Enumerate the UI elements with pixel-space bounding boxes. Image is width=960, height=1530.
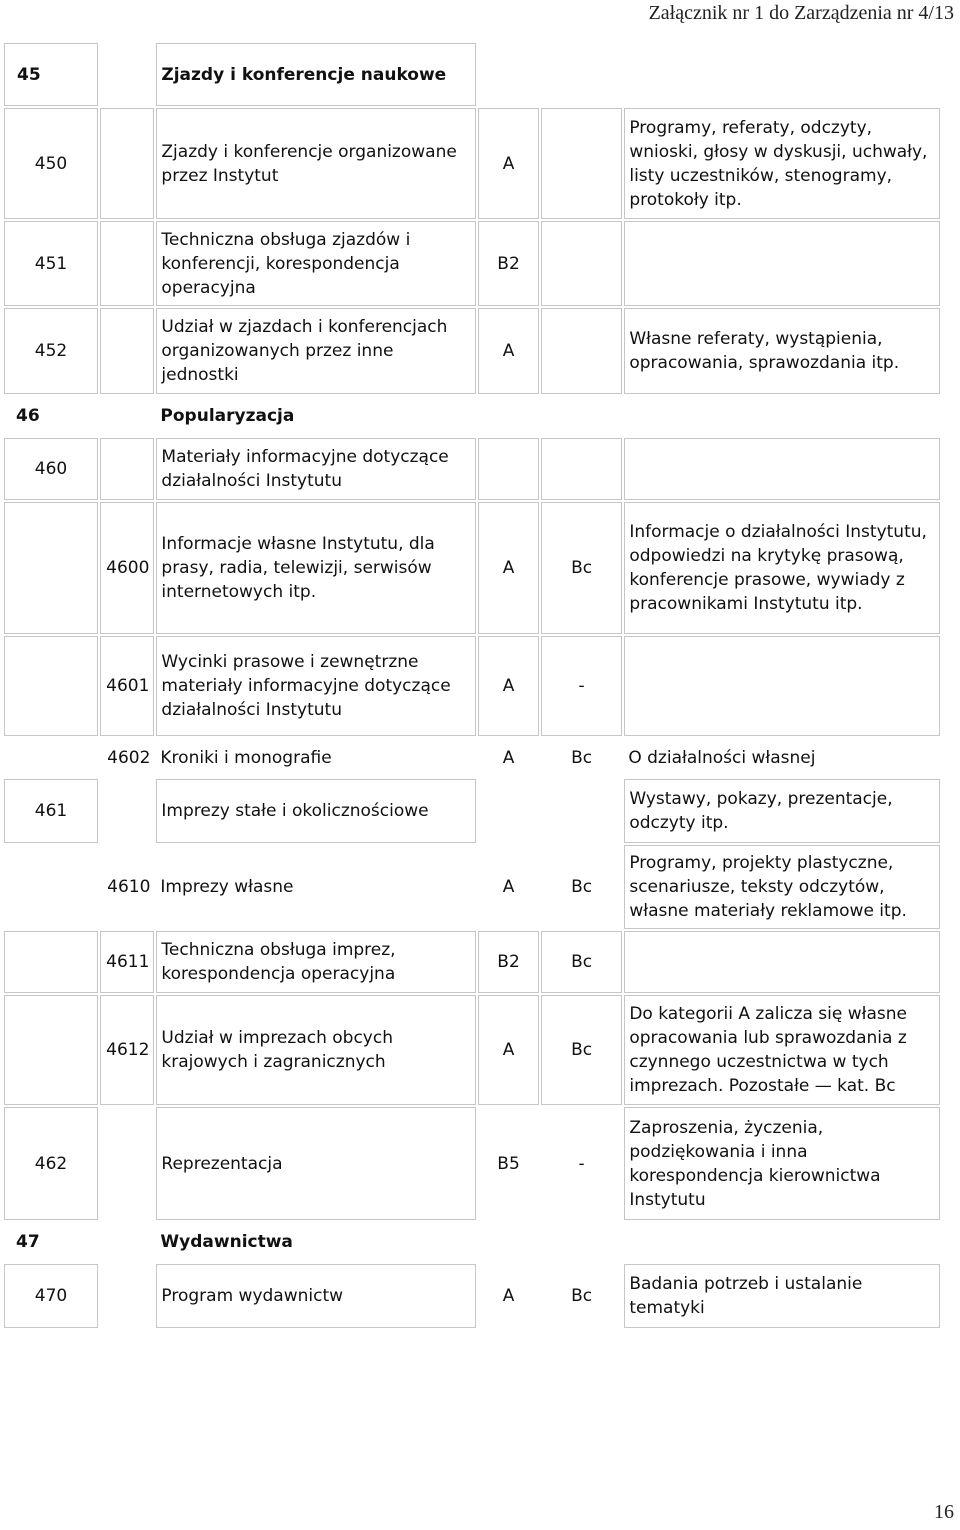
table-row <box>4 779 940 843</box>
row-code: 460 <box>4 438 98 500</box>
row-subcode <box>100 1107 154 1220</box>
row-category: B5 <box>497 1153 520 1174</box>
row-subcode <box>100 1222 154 1262</box>
row-name: Techniczna obsługa zjazdów i konferencji, korespondencja operacyjna <box>156 221 476 306</box>
row-category-alt: - <box>541 636 623 736</box>
row-category-alt: Bc <box>571 1286 593 1306</box>
row-category: B2 <box>478 221 539 306</box>
row-subcode <box>100 43 154 106</box>
row-category-alt: Bc <box>541 502 623 634</box>
row-note: Wystawy, pokazy, prezentacje, odczyty itp. <box>624 779 940 843</box>
row-code: 470 <box>4 1264 98 1328</box>
row-code <box>4 502 98 634</box>
row-code <box>4 845 98 929</box>
row-code <box>4 995 98 1105</box>
table-row <box>4 1107 940 1220</box>
table-row <box>4 438 940 500</box>
table-row <box>4 738 940 777</box>
row-code: 450 <box>4 108 98 219</box>
row-code: 46 <box>16 406 40 426</box>
row-category: A <box>478 995 539 1105</box>
row-name: Reprezentacja <box>156 1107 476 1220</box>
row-subcode <box>100 438 154 500</box>
table-row <box>4 995 940 1105</box>
row-code: 452 <box>4 308 98 394</box>
table-row <box>4 1264 940 1328</box>
page-number: 16 <box>934 1501 954 1523</box>
row-note <box>624 636 940 736</box>
row-name: Imprezy własne <box>160 877 294 897</box>
row-category: A <box>478 502 539 634</box>
row-subcode: 4600 <box>100 502 154 634</box>
row-subcode: 4611 <box>100 931 154 993</box>
row-name: Kroniki i monografie <box>160 747 332 768</box>
row-code <box>4 738 98 777</box>
row-category-alt <box>541 396 623 436</box>
row-category: A <box>478 636 539 736</box>
row-category <box>478 1222 539 1262</box>
row-category-alt <box>541 1222 623 1262</box>
table-row <box>4 108 940 219</box>
row-category-alt: Bc <box>541 931 623 993</box>
row-category-alt <box>541 43 623 106</box>
table-row <box>4 221 940 306</box>
page-header: Załącznik nr 1 do Zarządzenia nr 4/13 <box>648 2 954 24</box>
row-note: Badania potrzeb i ustalanie tematyki <box>624 1264 940 1328</box>
table-row <box>4 636 940 736</box>
row-note <box>624 438 940 500</box>
row-category-alt <box>541 108 623 219</box>
row-name: Zjazdy i konferencje organizowane przez Instytut <box>156 108 476 219</box>
row-note <box>624 396 940 436</box>
row-category-alt: Bc <box>541 995 623 1105</box>
row-name: Udział w imprezach obcych krajowych i zagranicznych <box>156 995 476 1105</box>
row-code: 462 <box>4 1107 98 1220</box>
row-subcode: 4610 <box>107 877 151 897</box>
row-subcode <box>100 396 154 436</box>
row-code: 451 <box>4 221 98 306</box>
row-subcode: 4602 <box>107 747 151 768</box>
row-code: 47 <box>16 1232 40 1252</box>
row-note: Programy, referaty, odczyty, wnioski, głosy w dyskusji, uchwały, listy uczestników, stenogramy, protokoły itp. <box>624 108 940 219</box>
row-name: Udział w zjazdach i konferencjach organizowanych przez inne jednostki <box>156 308 476 394</box>
row-code <box>4 636 98 736</box>
row-note: Informacje o działalności Instytutu, odpowiedzi na krytykę prasową, konferencje prasowe, wywiady z pracownikami Instytutu itp. <box>624 502 940 634</box>
file-register-table <box>2 41 942 1330</box>
row-subcode <box>100 221 154 306</box>
table-row <box>4 43 940 106</box>
row-note <box>624 931 940 993</box>
row-code: 45 <box>4 43 98 106</box>
row-subcode: 4612 <box>100 995 154 1105</box>
row-note <box>624 1222 940 1262</box>
row-name: Popularyzacja <box>160 406 295 426</box>
row-category-alt: Bc <box>571 877 593 897</box>
row-note: Zaproszenia, życzenia, podziękowania i inna korespondencja kierownictwa Instytutu <box>624 1107 940 1220</box>
table-row <box>4 396 940 436</box>
row-category: A <box>502 1286 515 1306</box>
row-category-alt <box>541 438 623 500</box>
table-row <box>4 845 940 929</box>
table-row <box>4 502 940 634</box>
row-category: A <box>478 108 539 219</box>
row-name: Zjazdy i konferencje naukowe <box>156 43 476 106</box>
row-note: Programy, projekty plastyczne, scenariusze, teksty odczytów, własne materiały reklamowe itp. <box>624 845 940 929</box>
row-subcode <box>100 1264 154 1328</box>
row-code: 461 <box>4 779 98 843</box>
row-subcode <box>100 308 154 394</box>
row-category-alt: Bc <box>571 747 593 768</box>
row-note: O działalności własnej <box>628 747 816 768</box>
row-subcode: 4601 <box>100 636 154 736</box>
row-category <box>478 779 539 843</box>
row-category: A <box>478 308 539 394</box>
row-category-alt <box>541 308 623 394</box>
table-row <box>4 308 940 394</box>
row-name: Wycinki prasowe i zewnętrzne materiały informacyjne dotyczące działalności Instytutu <box>156 636 476 736</box>
row-subcode <box>100 779 154 843</box>
row-code <box>4 931 98 993</box>
row-category: A <box>502 747 515 768</box>
row-note <box>624 221 940 306</box>
row-name: Imprezy stałe i okolicznościowe <box>156 779 476 843</box>
row-note: Do kategorii A zalicza się własne opracowania lub sprawozdania z czynnego uczestnictwa w tych imprezach. Pozostałe — kat. Bc <box>624 995 940 1105</box>
row-category: B2 <box>478 931 539 993</box>
row-note: Własne referaty, wystąpienia, opracowania, sprawozdania itp. <box>624 308 940 394</box>
table-row <box>4 931 940 993</box>
row-category <box>478 43 539 106</box>
row-category <box>478 438 539 500</box>
row-category-alt <box>541 221 623 306</box>
row-category <box>478 396 539 436</box>
row-name: Materiały informacyjne dotyczące działalności Instytutu <box>156 438 476 500</box>
row-category-alt: - <box>578 1153 585 1174</box>
row-subcode <box>100 108 154 219</box>
row-name: Techniczna obsługa imprez, korespondencja operacyjna <box>156 931 476 993</box>
row-note <box>624 43 940 106</box>
row-category-alt <box>541 779 623 843</box>
row-name: Program wydawnictw <box>156 1264 476 1328</box>
table-row <box>4 1222 940 1262</box>
row-category: A <box>502 877 515 897</box>
row-name: Informacje własne Instytutu, dla prasy, radia, telewizji, serwisów internetowych itp. <box>156 502 476 634</box>
row-name: Wydawnictwa <box>160 1232 293 1252</box>
